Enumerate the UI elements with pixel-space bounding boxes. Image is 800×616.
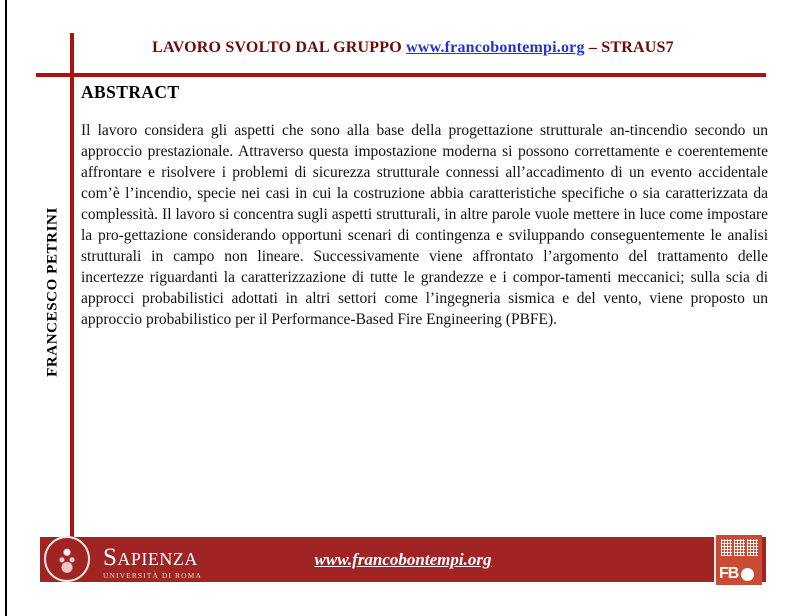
header-link[interactable]: www.francobontempi.org (406, 39, 585, 56)
university-subtitle: UNIVERSITÀ DI ROMA (103, 571, 202, 580)
stamp-seal-glyph (721, 539, 732, 556)
header-title-suffix: – STRAUS7 (588, 39, 674, 56)
stamp-monogram (719, 566, 759, 582)
footer-bar (40, 537, 766, 582)
stamp-seal-glyph (734, 539, 745, 556)
stamp-letters: FB (719, 565, 739, 582)
stamp-circle-icon (741, 568, 754, 581)
abstract-paragraph: Il lavoro considera gli aspetti che sono alla base della progettazione strutturale an-tincendio secondo un approccio prestazionale. Attraverso questa impostazione moderna si possono correttamente e coerentemente affrontare e risolvere i problemi di sicurezza strutturale connessi all’accadimento di un evento accidentale com’è l’incendio, specie nei casi in cui la costruzione abbia caratteristiche specifiche o sia caratterizzata da complessità. Il lavoro si concentra sugli aspetti strutturali, in altre parole vuole mettere in luce come impostare la pro-gettazione considerando opportuni scenari di contingenza e sviluppando conseguentemente le analisi strutturali in campo non lineare. Successivamente viene affrontato l’argomento del trattamento delle incertezze riguardanti la caratterizzazione di tutte le grandezze e i compor-tamenti meccanici; sulla scia di approcci probabilistici adottati in altri settori come l’ingegneria sismica e del vento, viene proposto un approccio probabilistico per il Performance-Based Fire Engineering (PBFE). (81, 122, 768, 328)
stamp-seal-glyph (747, 539, 758, 556)
fbo-stamp-icon (716, 535, 762, 585)
author-vertical-label: FRANCESCO PETRINI (44, 207, 61, 377)
stamp-seal-glyphs (719, 539, 759, 556)
red-horizontal-rule (36, 73, 766, 77)
header-title-prefix: LAVORO SVOLTO DAL GRUPPO (152, 39, 402, 56)
university-name: Sapienza (103, 544, 198, 571)
footer-link-wrapper (40, 537, 766, 582)
header-title (60, 39, 766, 57)
abstract-section (81, 82, 768, 330)
abstract-heading: ABSTRACT (81, 82, 180, 102)
footer-link[interactable]: www.francobontempi.org (314, 549, 492, 569)
red-vertical-rule (70, 33, 74, 537)
left-border-line (5, 0, 7, 616)
